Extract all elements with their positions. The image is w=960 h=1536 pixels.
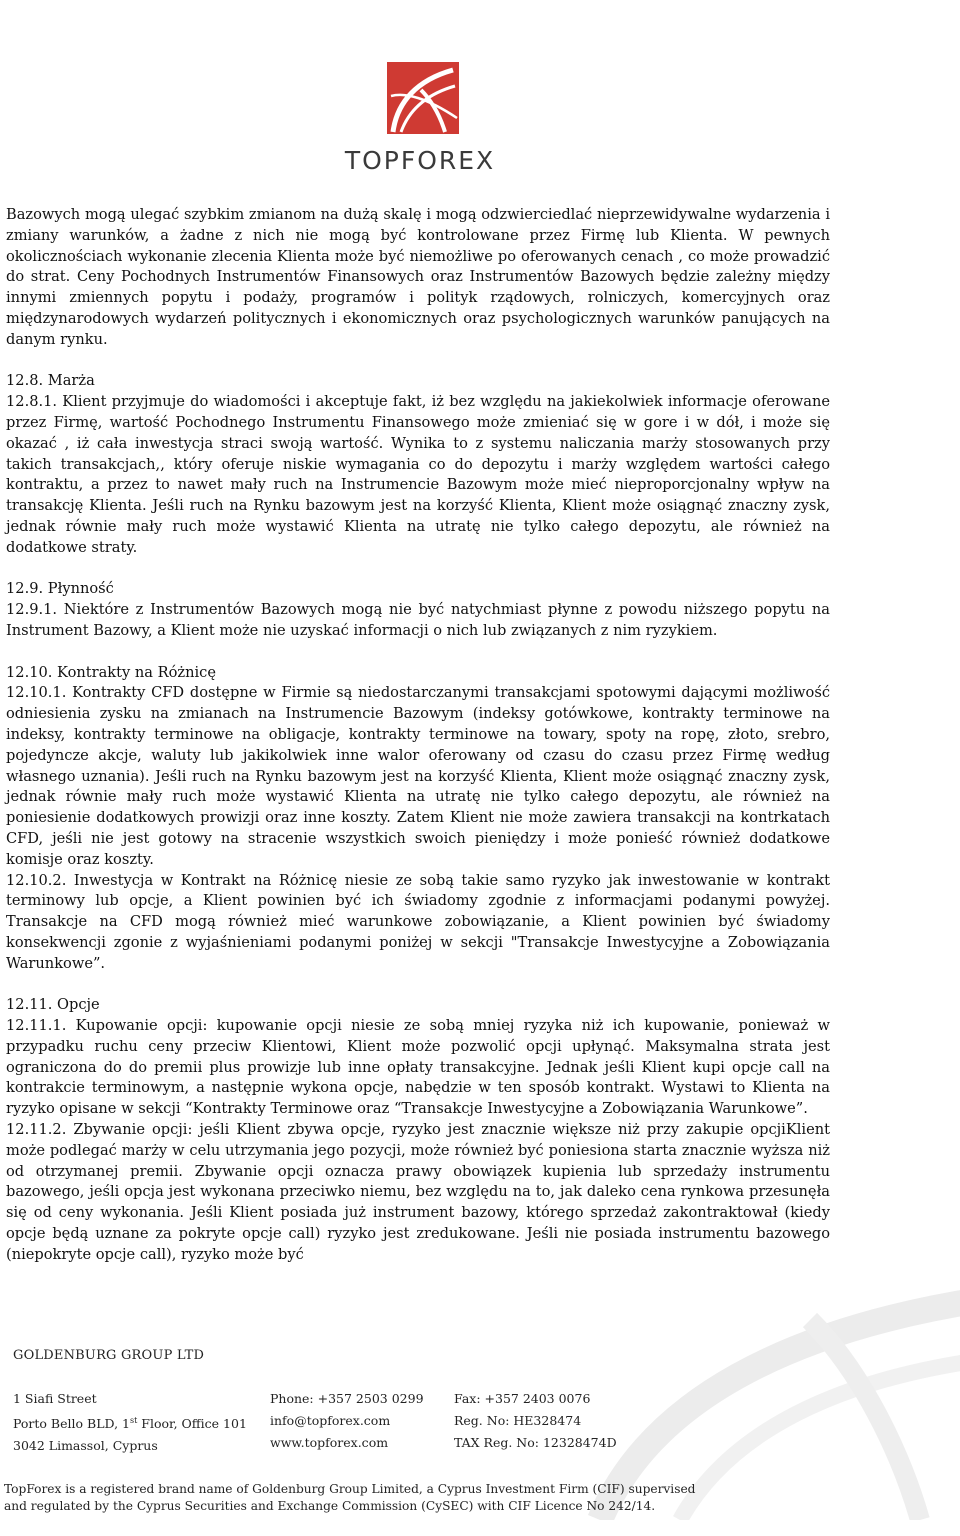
phone-text: Phone: +357 2503 0299 xyxy=(270,1391,424,1406)
contact-column xyxy=(270,1388,424,1454)
address-line-2: Porto Bello BLD, 1st Floor, Office 101 xyxy=(13,1416,247,1432)
address-column xyxy=(13,1388,247,1457)
document-body xyxy=(6,205,830,1266)
section-heading-margin: 12.8. Marża xyxy=(6,372,95,390)
registration-column xyxy=(454,1388,617,1454)
paragraph-12-10-1: 12.10.1. Kontrakty CFD dostępne w Firmie są niedostarczanymi transakcjami spotowymi dającymi możliwość odniesienia zysku na zmianach na Instrumencie Bazowym (indeksy gotówkowe, kontrakty terminowe na indeksy, kontrakty terminowe na obligacje, kontrakty terminowe na towary, spoty na ropę, złoto, srebro, pojedyncze akcje, waluty lub jakikolwiek inne walor oferowany od czasu do czasu przez Firmę według własnego uznania). Jeśli ruch na Rynku bazowym jest na korzyść Klienta, Klient może osiągnąć znaczny zysk, jednak równie mały ruch może wystawić Klienta na utratę nie tylko całego depozytu, ale również na poniesienie dodatkowych prowizji oraz inne koszty. Zatem Klient nie może zawiera transakcji na kontrkatach CFD, jeśli nie jest gotowy na stracenie wszystkich swoich pieniędzy i może ponieść również dodatkowe komisje oraz koszty. xyxy=(6,684,830,868)
section-heading-liquidity: 12.9. Płynność xyxy=(6,580,114,598)
paragraph-intro: Bazowych mogą ulegać szybkim zmianom na dużą skalę i mogą odzwierciedlać nieprzewidywalne wydarzenia i zmiany warunków, a żadne z nich nie mogą być kontrolowane przez Firmę lub Klienta. W pewnych okolicznościach wykonanie zlecenia Klienta może być niemożliwe po oferowanych cenach , co może prowadzić do strat. Ceny Pochodnych Instrumentów Finansowych oraz Instrumentów Bazowych będzie zależny między innymi zmiennych popytu i podaży, programów i polityk rządowych, rolniczych, komercyjnych oraz międzynarodowych wydarzeń politycznych i ekonomicznych oraz psychologicznych warunków panujących na danym rynku. xyxy=(6,206,830,348)
paragraph-12-8-1: 12.8.1. Klient przyjmuje do wiadomości i akceptuje fakt, iż bez względu na jakiekolwiek informacje oferowane przez Firmę, wartość Pochodnego Instrumentu Finansowego może zmieniać się w gore i w dół, i może się okazać , iż cała inwestycja straci swoją wartość. Wynika to z systemu naliczania marży stosowanych przy takich transakcjach,, który oferuje niskie wymagania co do depozytu i marży względem wartości całego kontraktu, a przez to nawet mały ruch na Instrumencie Bazowym może mieć nieproporcjonalny wpływ na transakcję Klienta. Jeśli ruch na Rynku bazowym jest na korzyść Klienta, Klient może osiągnąć znaczny zysk, jednak równie mały ruch może wystawić Klienta na utratę nie tylko całego depozytu, ale również na dodatkowe straty. xyxy=(6,393,830,556)
section-heading-cfd: 12.10. Kontrakty na Różnicę xyxy=(6,663,216,681)
swoosh-icon xyxy=(387,62,459,134)
tax-reg-number: TAX Reg. No: 12328474D xyxy=(454,1435,617,1450)
section-heading-options: 12.11. Opcje xyxy=(6,996,100,1014)
paragraph-12-10-2: 12.10.2. Inwestycja w Kontrakt na Różnicę niesie ze sobą takie samo ryzyko jak inwestowanie w kontrakt terminowy lub opcje, a Klient powinien być ich świadomy zgodnie z informacjami podanymi powyżej. Transakcje na CFD mogą również mieć warunkowe zobowiązanie, a Klient powinien być świadomy konsekwencji zgonie z wyjaśnieniami podanymi poniżej w sekcji "Transakcje Inwestycyjne a Zobowiązania Warunkowe”. xyxy=(6,871,830,972)
legal-line-2: and regulated by the Cyprus Securities and Exchange Commission (CySEC) with CIF Licence No 242/14. xyxy=(4,1499,656,1513)
legal-line-1: TopForex is a registered brand name of Goldenburg Group Limited, a Cyprus Investment Firm (CIF) supervised xyxy=(4,1482,696,1496)
address-line-3: 3042 Limassol, Cyprus xyxy=(13,1438,158,1454)
address-line-1: 1 Siafi Street xyxy=(13,1391,97,1406)
logo-emblem xyxy=(387,62,459,134)
paragraph-12-11-2: 12.11.2. Zbywanie opcji: jeśli Klient zbywa opcje, ryzyko jest znacznie większe niż przy zakupie opcjiKlient może podlegać marży w celu utrzymania jego pozycji, może również być poniesiona starta znacznie wyższa niż od otrzymanej premii. Zbywanie opcji oznacza prawy obowiązek kupienia lub sprzedaży instrumentu bazowego, jeśli opcja jest wykonana przeciwko niemu, bez względu na to, jak daleko cena rynkowa przesunęła się od ceny wykonania. Jeśli Klient posiada już instrument bazowy, którego sprzedaż zakontraktował (kiedy opcje będą uznane za pokryte opcje call) ryzyko jest zredukowane. Jeśli nie posiada instrumentu bazowego (niepokryte opcje call), ryzyko może być xyxy=(6,1121,830,1263)
logo-wordmark: TOPFOREX xyxy=(344,146,496,175)
legal-notice xyxy=(4,1481,764,1515)
reg-number: Reg. No: HE328474 xyxy=(454,1413,582,1428)
company-name: GOLDENBURG GROUP LTD xyxy=(13,1348,205,1363)
email-link[interactable]: info@topforex.com xyxy=(270,1413,391,1428)
topforex-logo xyxy=(325,62,515,180)
website-link[interactable]: www.topforex.com xyxy=(270,1435,389,1450)
paragraph-12-11-1: 12.11.1. Kupowanie opcji: kupowanie opcji niesie ze sobą mniej ryzyka niż ich kupowanie, ponieważ w przypadku ruchu ceny przeciw Klientowi, Klient może pozwolić opcji upłynąć. Maksymalna strata jest ograniczona do do premii plus prowizje lub inne opłaty transakcyjne. Jednak jeśli Klient kupi opcje call na kontrakcie terminowym, a następnie wykona opcje, nabędzie w ten sposób kontrakt. Wystawi to Klienta na ryzyko opisane w sekcji “Kontrakty Terminowe oraz “Transakcje Inwestycyjne a Zobowiązania Warunkowe”. xyxy=(6,1017,830,1118)
fax-text: Fax: +357 2403 0076 xyxy=(454,1391,591,1406)
paragraph-12-9-1: 12.9.1. Niektóre z Instrumentów Bazowych mogą nie być natychmiast płynne z powodu niższego popytu na Instrument Bazowy, a Klient może nie uzyskać informacji o nich lub związanych z nim ryzykiem. xyxy=(6,601,830,639)
